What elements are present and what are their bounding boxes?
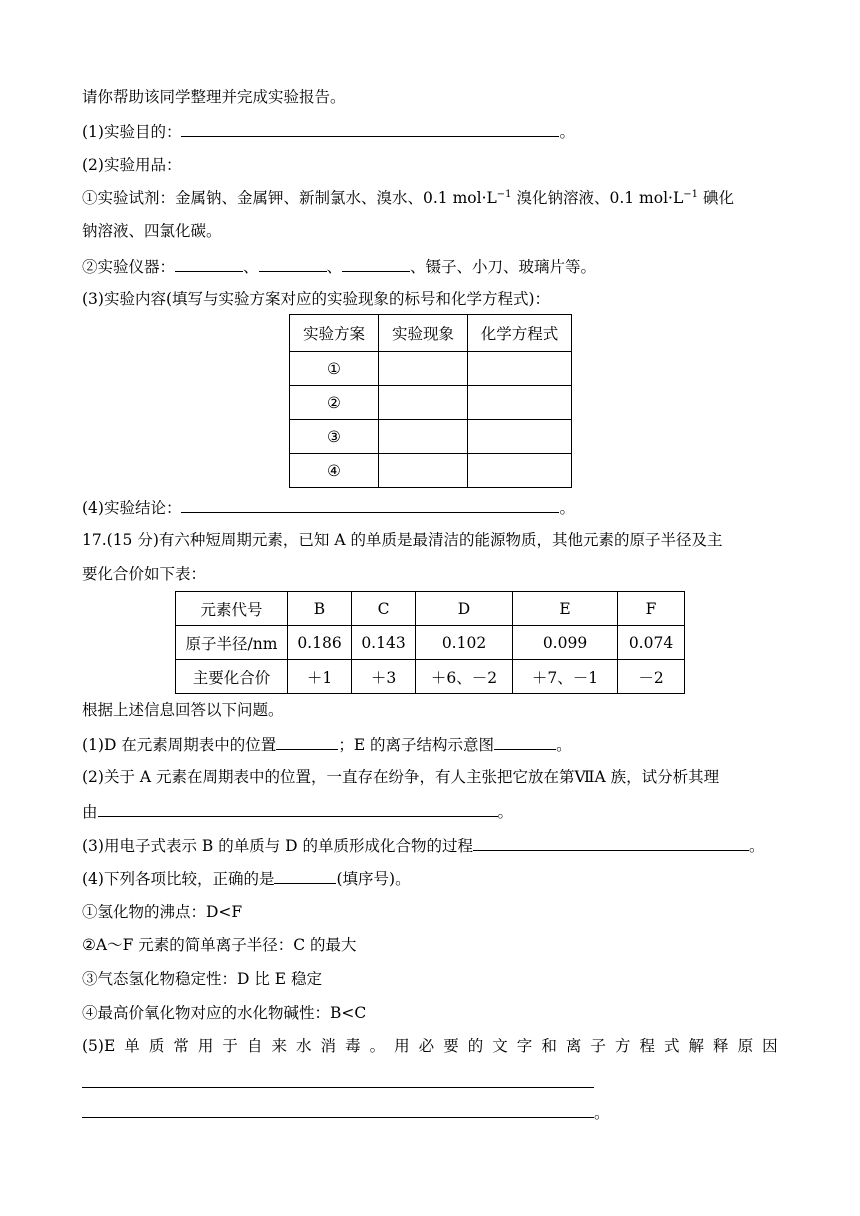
sub5-answer-blank-1[interactable] xyxy=(82,1072,594,1088)
sub5-char: 子 xyxy=(590,1037,606,1055)
sub5-char: 单 xyxy=(124,1037,140,1055)
sub5-char: 要 xyxy=(443,1037,459,1055)
sub4-option-3: ③气态氢化物稳定性：D 比 E 稳定 xyxy=(82,970,323,988)
q1-end: 。 xyxy=(559,123,575,141)
sub5-char: 离 xyxy=(565,1037,582,1055)
valence-E: ＋7、－1 xyxy=(513,660,618,694)
sub4-line xyxy=(82,868,411,889)
q2-label: (2)实验用品： xyxy=(82,156,182,174)
valence-F: －2 xyxy=(618,660,685,694)
instrument-sep-1: 、 xyxy=(243,258,259,276)
sub5-char: 常 xyxy=(173,1037,189,1055)
sub1-blank-diagram[interactable] xyxy=(494,734,556,750)
sub5-char: (5)E xyxy=(82,1037,116,1055)
q4-end: 。 xyxy=(559,499,575,517)
q1-answer-blank[interactable] xyxy=(181,121,559,137)
sub3-line xyxy=(82,835,765,856)
sub5-char: 必 xyxy=(418,1037,435,1055)
instruments-tail: 、镊子、小刀、玻璃片等。 xyxy=(410,258,597,276)
sub2-answer-blank[interactable] xyxy=(98,801,498,817)
q4-label: (4)实验结论： xyxy=(82,499,182,517)
instrument-blank-3[interactable] xyxy=(342,256,410,272)
after-table-text: 根据上述信息回答以下问题。 xyxy=(82,701,284,719)
phenomenon-cell[interactable] xyxy=(379,420,468,454)
reagents-line2: 钠溶液、四氯化碳。 xyxy=(82,222,222,240)
radius-E: 0.099 xyxy=(513,626,618,660)
row-header-valence: 主要化合价 xyxy=(176,660,288,694)
sub5-char: 式 xyxy=(663,1037,680,1055)
sub5-char: 方 xyxy=(614,1037,631,1055)
sub2-line1: (2)关于 A 元素在周期表中的位置，一直存在纷争，有人主张把它放在第ⅦA 族，试分析其理 xyxy=(82,768,720,786)
sub5-char: 来 xyxy=(271,1037,287,1055)
row-header-radius: 原子半径/nm xyxy=(176,626,288,660)
valence-D: ＋6、－2 xyxy=(416,660,513,694)
sub1-line xyxy=(82,734,572,755)
sub5-char: 毒 xyxy=(345,1037,361,1055)
row-header-code: 元素代号 xyxy=(176,592,288,626)
col-D: D xyxy=(416,592,513,626)
sub2-line2 xyxy=(82,801,513,822)
radius-F: 0.074 xyxy=(618,626,685,660)
reagents-text-1: ①实验试剂：金属钠、金属钾、新制氯水、溴水、0.1 mol·L xyxy=(82,189,497,207)
sub5-char: 解 xyxy=(688,1037,705,1055)
sub5-char: 水 xyxy=(296,1037,312,1055)
q1-label: (1)实验目的： xyxy=(82,123,182,141)
sub4-option-2: ②A～F 元素的简单离子半径：C 的最大 xyxy=(82,936,357,954)
phenomenon-cell[interactable] xyxy=(379,386,468,420)
plan-4: ④ xyxy=(290,454,379,488)
sub1-text-a: (1)D 在元素周期表中的位置 xyxy=(82,736,277,754)
sub5-char: 质 xyxy=(148,1037,165,1055)
q4-answer-blank[interactable] xyxy=(181,497,559,513)
sub5-char: 字 xyxy=(516,1037,533,1055)
problem17-line1: 17.(15 分)有六种短周期元素，已知 A 的单质是最清洁的能源物质，其他元素的原子半径及主 xyxy=(82,531,723,549)
sub5-char: 用 xyxy=(394,1037,410,1055)
col-C: C xyxy=(352,592,416,626)
q4-line xyxy=(82,497,575,518)
sub2-end: 。 xyxy=(497,803,514,821)
sub4-option-1: ①氢化物的沸点：D<F xyxy=(82,903,243,921)
sub5-char: 的 xyxy=(467,1037,484,1055)
sub5-answer-blank-2[interactable] xyxy=(82,1102,594,1118)
sub3-answer-blank[interactable] xyxy=(473,835,749,851)
equation-cell[interactable] xyxy=(468,420,572,454)
header-equation: 化学方程式 xyxy=(468,315,572,352)
q3-label: (3)实验内容(填写与实验方案对应的实验现象的标号和化学方程式)： xyxy=(82,290,551,308)
col-B: B xyxy=(288,592,352,626)
sub1-end: 。 xyxy=(556,736,572,754)
sub5-question-line xyxy=(82,1036,778,1056)
problem17-line2: 要化合价如下表： xyxy=(82,565,207,583)
header-plan: 实验方案 xyxy=(290,315,379,352)
radius-D: 0.102 xyxy=(416,626,513,660)
sub5-char: 和 xyxy=(541,1037,557,1055)
sub1-text-b: ；E 的离子结构示意图 xyxy=(338,736,495,754)
intro-text: 请你帮助该同学整理并完成实验报告。 xyxy=(82,88,346,106)
sub3-label: (3)用电子式表示 B 的单质与 D 的单质形成化合物的过程 xyxy=(82,837,473,855)
reagents-text-3: 碘化 xyxy=(702,189,734,207)
instruments-label: ②实验仪器： xyxy=(82,258,176,276)
sub3-end: 。 xyxy=(748,837,765,855)
sub5-end: 。 xyxy=(594,1104,610,1122)
sub5-answer-line2 xyxy=(82,1102,610,1123)
sub5-char: 消 xyxy=(320,1037,337,1055)
sub4-answer-blank[interactable] xyxy=(274,868,336,884)
sub5-char: 原 xyxy=(737,1037,754,1055)
valence-B: ＋1 xyxy=(288,660,352,694)
sub5-char: 。 xyxy=(369,1037,386,1055)
reagents-sup-1: −1 xyxy=(496,188,512,200)
plan-3: ③ xyxy=(290,420,379,454)
reagents-text-2: 溴化钠溶液、0.1 mol·L xyxy=(516,189,684,207)
instruments-line xyxy=(82,256,596,277)
sub5-char: 程 xyxy=(639,1037,655,1055)
sub5-char: 释 xyxy=(713,1037,729,1055)
element-table xyxy=(175,591,685,694)
radius-C: 0.143 xyxy=(352,626,416,660)
sub4-text-a: (4)下列各项比较，正确的是 xyxy=(82,870,275,888)
col-E: E xyxy=(513,592,618,626)
instrument-blank-2[interactable] xyxy=(259,256,327,272)
sub1-blank-position[interactable] xyxy=(276,734,338,750)
q1-line xyxy=(82,121,575,142)
sub5-char: 自 xyxy=(246,1037,263,1055)
sub2-text: 由 xyxy=(82,803,98,821)
equation-cell[interactable] xyxy=(468,352,572,386)
reagents-line1 xyxy=(82,188,734,208)
equation-cell[interactable] xyxy=(468,386,572,420)
sub5-answer-line1 xyxy=(82,1072,594,1093)
sub5-char: 用 xyxy=(197,1037,214,1055)
plan-1: ① xyxy=(290,352,379,386)
reagents-sup-2: −1 xyxy=(683,188,699,200)
instrument-blank-1[interactable] xyxy=(175,256,243,272)
equation-cell[interactable] xyxy=(468,454,572,488)
phenomenon-cell[interactable] xyxy=(379,352,468,386)
experiment-table xyxy=(289,314,572,488)
instrument-sep-2: 、 xyxy=(326,258,343,276)
plan-2: ② xyxy=(290,386,379,420)
phenomenon-cell[interactable] xyxy=(379,454,468,488)
header-phenomenon: 实验现象 xyxy=(379,315,468,352)
valence-C: ＋3 xyxy=(352,660,416,694)
sub4-text-b: (填序号)。 xyxy=(336,870,411,888)
sub5-char: 于 xyxy=(222,1037,238,1055)
col-F: F xyxy=(618,592,685,626)
sub5-char: 因 xyxy=(762,1037,778,1055)
sub4-option-4: ④最高价氧化物对应的水化物碱性：B<C xyxy=(82,1004,367,1022)
sub5-char: 文 xyxy=(492,1037,508,1055)
radius-B: 0.186 xyxy=(288,626,352,660)
